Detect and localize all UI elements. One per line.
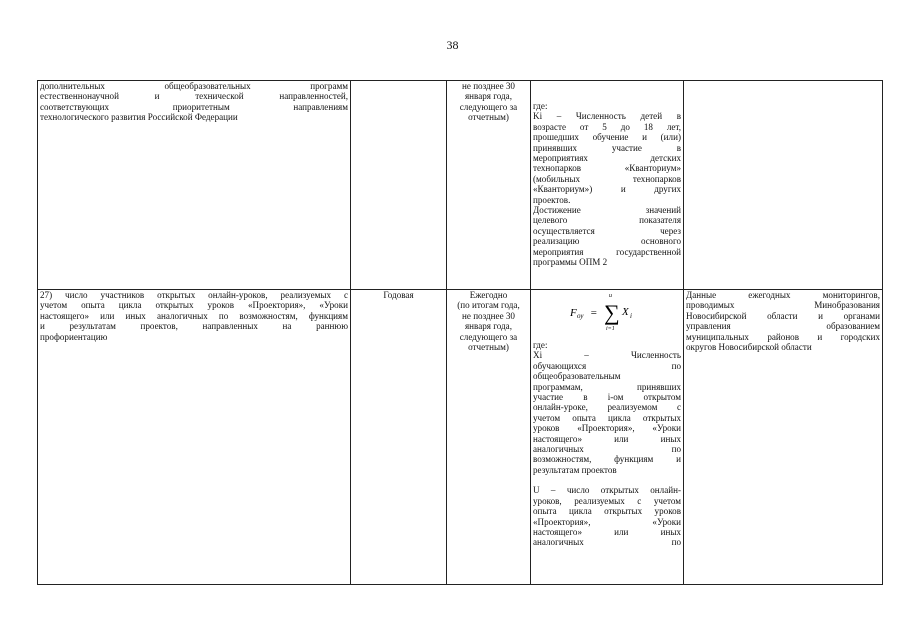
periodicity-cell: Годовая — [351, 290, 447, 585]
sum-formula — [568, 290, 648, 340]
text-line: где: — [533, 340, 548, 350]
text-line: программам, принявших — [533, 381, 681, 392]
text-line: аналогичных по — [533, 444, 681, 455]
text-line: отчетным) — [468, 342, 509, 353]
source-cell — [684, 81, 883, 290]
table-row — [38, 81, 883, 290]
text-line: аналогичных по — [533, 537, 681, 548]
text-line: 27) число участников открытых онлайн-уроков, реализуемых с — [40, 290, 348, 300]
text-line: следующего за — [459, 101, 518, 112]
text-line: проектов. — [533, 194, 571, 205]
text-line: отчетным) — [468, 112, 509, 123]
indicator-cell — [38, 290, 351, 585]
formula-lhs: F — [570, 307, 577, 319]
text-line: учетом опыта цикла открытых уроков «Проектория», «Уроки — [40, 300, 348, 311]
text-line: не позднее 30 — [462, 81, 515, 91]
text-line: технологического развития Российской Федерации — [40, 112, 238, 123]
text-line: программы ОПМ 2 — [533, 257, 608, 268]
text-line: участие в i-ом открытом — [533, 392, 681, 403]
text-line: Данные ежегодных мониторингов, — [686, 290, 880, 300]
text-line: следующего за — [459, 331, 518, 342]
sigma-symbol: ∑ — [604, 300, 620, 325]
text-line: управления образованием — [686, 321, 880, 332]
text-line: соответствующих приоритетным направлениям — [40, 101, 348, 112]
text-line: Достижение значений — [533, 205, 681, 216]
method-cell — [531, 81, 684, 290]
indicators-table — [37, 80, 883, 585]
text-line: Xi – Численность — [533, 350, 681, 361]
formula — [533, 290, 681, 340]
text-line: Ki – Численность детей в — [533, 111, 681, 122]
formula-lower: i=1 — [606, 326, 615, 332]
text-line: округов Новосибирской области — [686, 342, 812, 353]
text-line: принявших участие в — [533, 142, 681, 153]
text-line: профориентацию — [40, 331, 108, 342]
periodicity-cell — [351, 81, 447, 290]
deadline-cell — [447, 290, 531, 585]
indicator-cell — [38, 81, 351, 290]
text-line: мероприятиях детских — [533, 153, 681, 164]
text-line: естественнонаучной и технической направленностей, — [40, 91, 348, 102]
text-line: обучающихся по — [533, 360, 681, 371]
text-line: возможностям, функциям и — [533, 454, 681, 465]
text-line: уроков, реализуемых с учетом — [533, 495, 681, 506]
text-line: «Проектория», «Уроки — [533, 516, 681, 527]
method-cell — [531, 290, 684, 585]
page-number: 38 — [446, 38, 459, 52]
text-line: не позднее 30 — [462, 310, 515, 321]
text-line: (мобильных технопарков — [533, 173, 681, 184]
text-line: учетом опыта цикла открытых — [533, 412, 681, 423]
text-line: (по итогам года, — [457, 300, 520, 311]
text-line: опыта цикла открытых уроков — [533, 506, 681, 517]
formula-term-sub: i — [630, 312, 632, 320]
text-line: осуществляется через — [533, 225, 681, 236]
deadline-cell — [447, 81, 531, 290]
text-line: настоящего» или иных — [533, 433, 681, 444]
text-line: U – число открытых онлайн- — [533, 485, 681, 496]
source-cell — [684, 290, 883, 585]
text-line: дополнительных общеобразовательных программ — [40, 81, 348, 91]
text-line: проводимых Минобразования — [686, 300, 880, 311]
text-line: настоящего» или иных аналогичных по возможностям, функциям — [40, 310, 348, 321]
text-line: января года, — [465, 91, 512, 102]
text-line: Новосибирской области и органами — [686, 310, 880, 321]
text-line: уроков «Проектория», «Уроки — [533, 423, 681, 434]
text-line: «Кванториум») и других — [533, 184, 681, 195]
text-line: прошедших обучение и (или) — [533, 132, 681, 143]
formula-term: X — [622, 306, 629, 318]
formula-equals: = — [590, 307, 598, 319]
formula-upper: u — [609, 293, 612, 299]
text-line: муниципальных районов и городских — [686, 331, 880, 342]
text-line: мероприятия государственной — [533, 246, 681, 257]
text-line: технопарков «Кванториум» — [533, 163, 681, 174]
text-line: реализацию основного — [533, 236, 681, 247]
formula-lhs-sub: оу — [577, 312, 584, 320]
text-line: где: — [533, 101, 548, 111]
text-line: января года, — [465, 321, 512, 332]
text-line: настоящего» или иных — [533, 526, 681, 537]
text-line: и результатам проектов, направленных на раннюю — [40, 321, 348, 332]
text-line: результатам проектов — [533, 464, 617, 475]
text-line: общеобразовательным — [533, 371, 621, 382]
text-line: Ежегодно — [469, 290, 508, 300]
table-row — [38, 290, 883, 585]
text-line: онлайн-уроке, реализуемом с — [533, 402, 681, 413]
text-line: целевого показателя — [533, 215, 681, 226]
text-line: возрасте от 5 до 18 лет, — [533, 121, 681, 132]
